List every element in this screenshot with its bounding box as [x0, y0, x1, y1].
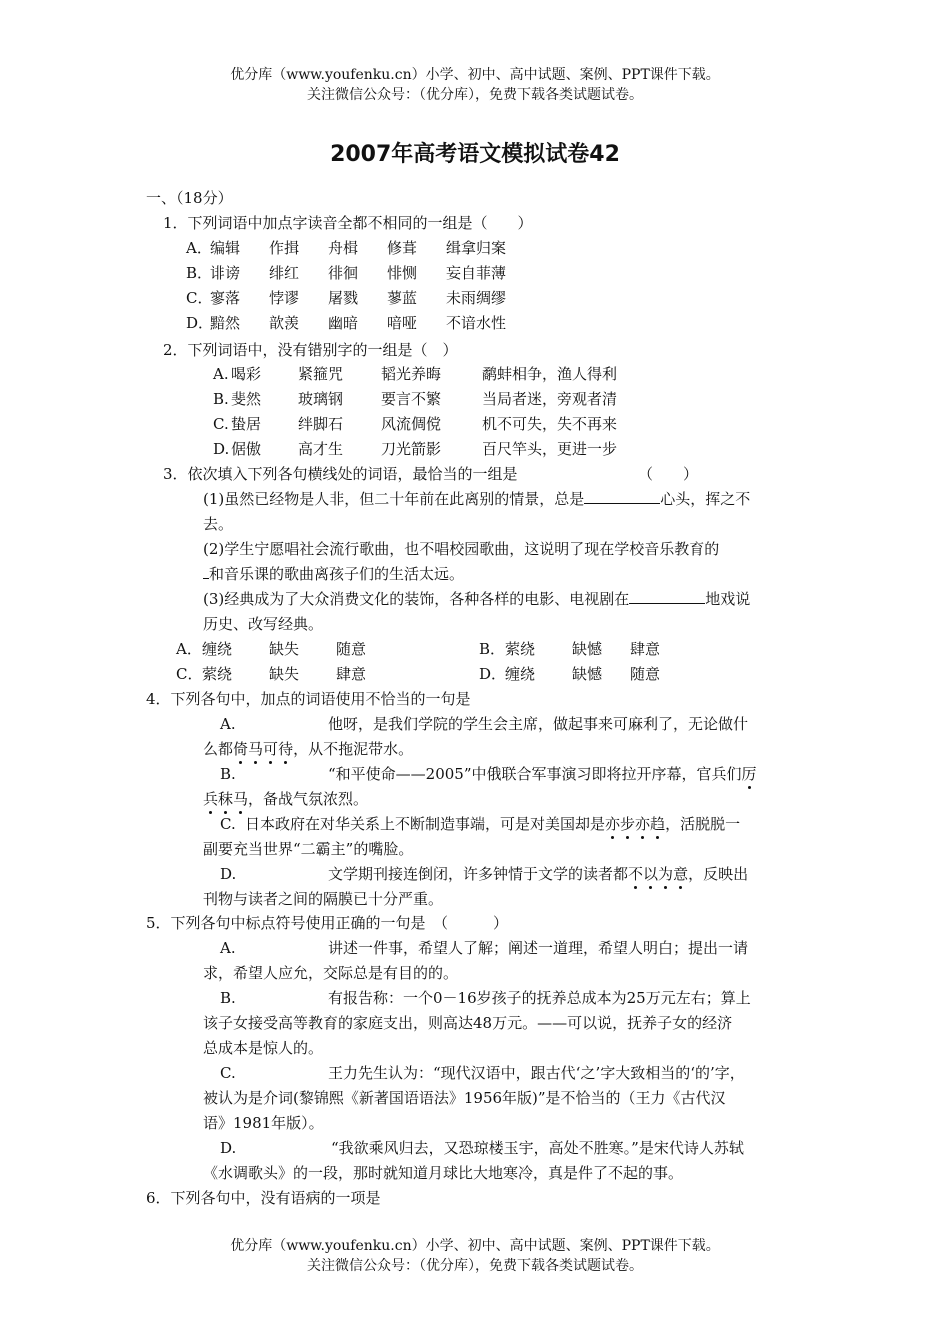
q5-option-b-line1: 有报告称：一个0－16岁孩子的抚养总成本为25万元左右；算上 [328, 989, 751, 1007]
sentence-text: 日本政府在对华关系上不断制造事端，可是对美国却是 [245, 815, 606, 833]
option-word: 幽暗 [328, 314, 359, 332]
option-word: 悖谬 [269, 289, 300, 307]
dotted-phrase [742, 765, 757, 783]
option-label: B． [479, 640, 506, 658]
header-line-2: 关注微信公众号：（优分库），免费下载各类试题试卷。 [307, 87, 643, 103]
q5-option-a-line2: 求，希望人应允，交际总是有目的的。 [203, 964, 459, 982]
option-word: 缺失 [269, 640, 300, 658]
option-word: 喑哑 [387, 314, 418, 332]
q4-option-b-line2 [203, 789, 368, 809]
option-word: 歆羡 [269, 314, 300, 332]
q4-option-d-line1 [328, 864, 748, 884]
q1-option-d[interactable] [0, 313, 950, 333]
q5-option-d-line2: 《水调歌头》的一段，那时就知道月球比大地寒冷，真是件了不起的事。 [203, 1164, 684, 1182]
q4-option-c-line2: 副要充当世界“二霸主”的嘴脸。 [203, 840, 414, 858]
sentence-text: 文学期刊接连倒闭，许多钟情于文学的读者都 [328, 865, 629, 883]
dotted-phrase [203, 790, 248, 808]
footer-line-1: 优分库（www.youfenku.cn）小学、初中、高中试题、案例、PPT课件下载。 [230, 1238, 720, 1254]
sentence-text: ，活脱脱一 [665, 815, 741, 833]
q4-option-d-line2: 刊物与读者之间的隔膜已十分严重。 [203, 890, 444, 908]
q4-option-b-line1 [328, 764, 757, 784]
q4-option-b-label[interactable]: B. [220, 765, 236, 783]
dotted-char: 亦 [605, 815, 621, 833]
sentence-text: 和音乐课的歌曲离孩子们的生活太远。 [209, 565, 465, 583]
option-word: 当局者迷，旁观者清 [482, 390, 618, 408]
fill-blank[interactable] [584, 489, 660, 504]
option-word: 萦绕 [505, 640, 536, 658]
dotted-char: 趋 [650, 815, 666, 833]
q4-option-c-line1 [245, 814, 740, 834]
option-word: 未雨绸缪 [446, 289, 507, 307]
option-label: C. [213, 415, 229, 433]
option-word: 妄自菲薄 [446, 264, 507, 282]
q3-sentence-1-cont: 去。 [203, 515, 234, 533]
option-word: 肆意 [630, 640, 661, 658]
dotted-char: 马 [233, 790, 249, 808]
option-label: A. [213, 365, 229, 383]
dotted-char: 待 [278, 740, 294, 758]
option-word: 肆意 [336, 665, 367, 683]
sentence-text: “和平使命——2005”中俄联合军事演习即将拉开序幕，官兵们 [328, 765, 742, 783]
option-word: 刀光箭影 [381, 440, 442, 458]
q3-options-cd [0, 664, 950, 684]
option-word: 缠绕 [202, 640, 233, 658]
sentence-text: (3)经典成为了大众消费文化的装饰，各种各样的电影、电视剧在 [203, 590, 630, 608]
option-word: 风流倜傥 [381, 415, 442, 433]
sentence-text: 地戏说 [705, 590, 751, 608]
q5-option-b-line2: 该子女接受高等教育的家庭支出，则高达48万元。——可以说，抚养子女的经济 [203, 1014, 733, 1032]
q4-option-a-line1: 他呀，是我们学院的学生会主席，做起事来可麻利了，无论做什 [328, 715, 749, 733]
option-word: 悱恻 [387, 264, 418, 282]
option-word: 高才生 [298, 440, 344, 458]
option-word: 不谙水性 [446, 314, 507, 332]
option-word: 缉拿归案 [446, 239, 507, 257]
q3-options-ab [0, 639, 950, 659]
dotted-char: 秣 [218, 790, 234, 808]
q6-stem: 6．下列各句中，没有语病的一项是 [146, 1189, 381, 1207]
sentence-text: ，从不拖泥带水。 [293, 740, 414, 758]
dotted-char: 以 [643, 865, 659, 883]
q5-option-a-label[interactable]: A. [220, 939, 236, 957]
q3-option-b[interactable] [479, 639, 505, 659]
option-word: 修葺 [387, 239, 418, 257]
dotted-char: 兵 [203, 790, 219, 808]
q1-stem: 1．下列词语中加点字读音全都不相同的一组是（ ） [163, 214, 533, 232]
q4-option-c-label[interactable]: C. [220, 815, 236, 833]
q2-stem: 2．下列词语中，没有错别字的一组是（ ） [163, 341, 458, 359]
option-word: 徘徊 [328, 264, 359, 282]
dotted-phrase [628, 865, 688, 883]
q4-option-a-line2 [203, 739, 413, 759]
q1-option-c[interactable] [0, 288, 950, 308]
option-word: 玻璃钢 [298, 390, 344, 408]
q5-option-c-line3: 语》1981年版）。 [203, 1114, 324, 1132]
q3-sentence-3-cont: 历史、改写经典。 [203, 615, 324, 633]
option-word: 鹬蚌相争，渔人得利 [482, 365, 618, 383]
option-word: 缠绕 [505, 665, 536, 683]
q5-option-c-line2: 被认为是介词(黎锦熙《新著国语语法》1956年版)”是不恰当的（王力《古代汉 [203, 1089, 726, 1107]
dotted-char: 步 [620, 815, 636, 833]
q3-option-c[interactable] [176, 664, 202, 684]
option-word: 编辑 [210, 239, 241, 257]
option-word: 随意 [336, 640, 367, 658]
q5-option-d-label[interactable]: D. [220, 1139, 237, 1157]
option-word: 斐然 [231, 390, 262, 408]
q3-sentence-1 [203, 489, 750, 509]
q5-option-c-label[interactable]: C. [220, 1064, 236, 1082]
option-word: 缺失 [269, 665, 300, 683]
dotted-char: 倚 [233, 740, 249, 758]
option-word: 要言不繁 [381, 390, 442, 408]
q2-option-a[interactable] [0, 364, 950, 384]
option-label: B. [213, 390, 229, 408]
option-word: 缺憾 [572, 665, 603, 683]
q3-sentence-2-cont [203, 564, 464, 584]
q3-option-d[interactable] [479, 664, 506, 684]
q5-option-c-line1: 王力先生认为：“现代汉语中，跟古代‘之’字大致相当的‘的’字， [328, 1064, 745, 1082]
option-word: 绊脚石 [298, 415, 344, 433]
option-label: A． [176, 640, 202, 658]
page-title: 2007年高考语文模拟试卷42 [330, 142, 620, 167]
dotted-char: 意 [673, 865, 689, 883]
fill-blank[interactable] [629, 589, 705, 604]
option-word: 绯红 [269, 264, 300, 282]
option-word: 蓼蓝 [387, 289, 418, 307]
footer-line-2: 关注微信公众号：（优分库），免费下载各类试题试卷。 [307, 1258, 643, 1274]
q3-sentence-2: (2)学生宁愿唱社会流行歌曲，也不唱校园歌曲，这说明了现在学校音乐教育的 [203, 540, 720, 558]
option-word: 倨傲 [231, 440, 262, 458]
option-word: 喝彩 [231, 365, 262, 383]
sentence-text: (1)虽然已经物是人非，但二十年前在此离别的情景，总是 [203, 490, 585, 508]
section-heading: 一、（18分） [146, 189, 233, 207]
option-word: 萦绕 [202, 665, 233, 683]
q2-option-d[interactable] [0, 439, 950, 459]
q4-option-d-label[interactable]: D. [220, 865, 237, 883]
q2-option-c[interactable] [0, 414, 950, 434]
q1-option-a[interactable] [0, 238, 950, 258]
option-word: 寥落 [210, 289, 241, 307]
q5-option-a-line1: 讲述一件事，希望人了解；阐述一道理，希望人明白；提出一请 [328, 939, 749, 957]
option-word: 蛰居 [231, 415, 262, 433]
option-word: 屠戮 [328, 289, 359, 307]
dotted-phrase [605, 815, 665, 833]
dotted-char: 为 [658, 865, 674, 883]
q3-stem: 3．依次填入下列各句横线处的词语，最恰当的一组是 [163, 465, 518, 483]
option-word: 缺憾 [572, 640, 603, 658]
dotted-char: 厉 [741, 765, 757, 783]
q5-option-b-label[interactable]: B. [220, 989, 236, 1007]
q2-option-b[interactable] [0, 389, 950, 409]
q3-answer-paren: （ ） [638, 465, 699, 483]
option-label: A． [186, 239, 212, 257]
option-word: 作揖 [269, 239, 300, 257]
option-label: B． [186, 264, 213, 282]
q5-stem: 5．下列各句中标点符号使用正确的一句是 （ ） [146, 914, 509, 932]
sentence-text: 心头，挥之不 [660, 490, 751, 508]
option-word: 紧箍咒 [298, 365, 344, 383]
sentence-text: 么都 [203, 740, 234, 758]
option-word: 百尺竿头，更进一步 [482, 440, 618, 458]
header-line-1: 优分库（www.youfenku.cn）小学、初中、高中试题、案例、PPT课件下载。 [230, 67, 720, 83]
q1-option-b[interactable] [0, 263, 950, 283]
q5-option-b-line3: 总成本是惊人的。 [203, 1039, 324, 1057]
dotted-char: 不 [628, 865, 644, 883]
option-label: D． [186, 314, 214, 332]
option-word: 机不可失，失不再来 [482, 415, 618, 433]
option-label: D. [213, 440, 230, 458]
q5-option-d-line1: “我欲乘风归去，又恐琼楼玉宇，高处不胜寒。”是宋代诗人苏轼 [331, 1139, 744, 1157]
option-word: 随意 [630, 665, 661, 683]
option-word: 韬光养晦 [381, 365, 442, 383]
dotted-char: 亦 [635, 815, 651, 833]
dotted-phrase [233, 740, 293, 758]
sentence-text: ，备战气氛浓烈。 [248, 790, 369, 808]
option-label: C． [186, 289, 213, 307]
q3-option-a[interactable] [176, 639, 202, 659]
dotted-char: 可 [263, 740, 279, 758]
q4-stem: 4．下列各句中，加点的词语使用不恰当的一句是 [146, 690, 471, 708]
option-word: 黯然 [210, 314, 241, 332]
option-word: 诽谤 [210, 264, 241, 282]
sentence-text: ，反映出 [688, 865, 749, 883]
option-label: C． [176, 665, 203, 683]
option-word: 舟楫 [328, 239, 359, 257]
q3-sentence-3 [203, 589, 750, 609]
option-label: D． [479, 665, 507, 683]
dotted-char: 马 [248, 740, 264, 758]
q4-option-a-label[interactable]: A. [220, 715, 236, 733]
